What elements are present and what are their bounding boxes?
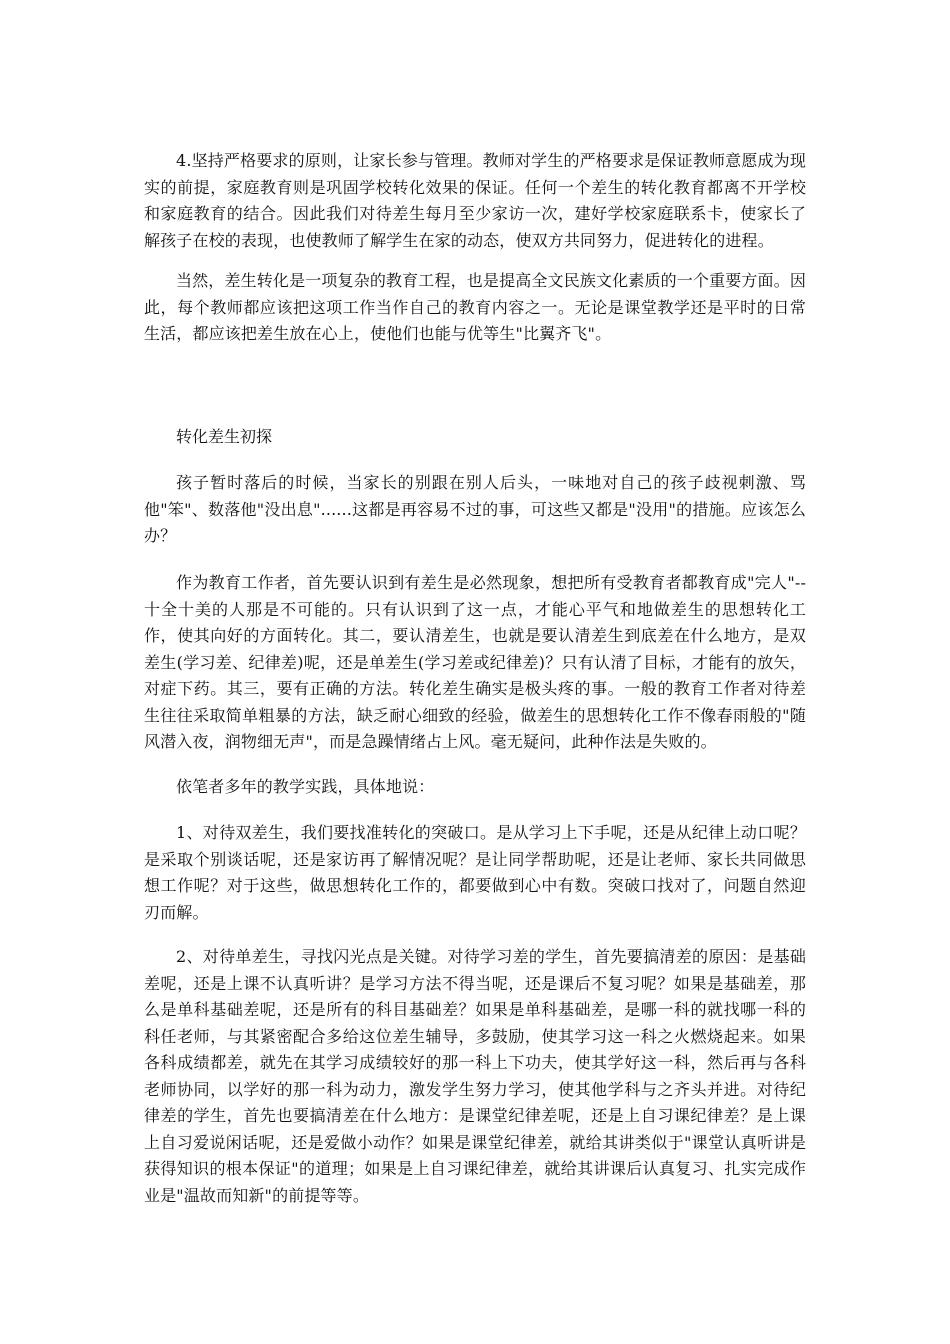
paragraph-single-poor-students: 2、对待单差生，寻找闪光点是关键。对待学习差的学生，首先要搞清差的原因：是基础差呢，还是上课不认真听讲？是学习方法不得当呢，还是课后不复习呢？如果是基础差，那么是单科基础差呢，还是所有的科目基础差？如果是单科基础差，是哪一科的就找哪一科的科任老师，与其紧密配合多给这位差生辅导，多鼓励，使其学习这一科之火燃烧起来。如果各科成绩都差，就先在其学习成绩较好的那一科上下功夫，使其学好这一科，然后再与各科老师协同，以学好的那一科为动力，激发学生努力学习，使其他学科与之齐头并进。对待纪律差的学生，首先也要搞清差在什么地方：是课堂纪律差呢，还是上自习课纪律差？是上课上自习爱说闲话呢，还是爱做小动作？如果是课堂纪律差，就给其讲类似于"课堂认真听讲是获得知识的根本保证"的道理；如果是上自习课纪律差，就给其讲课后认真复习、扎实完成作业是"温故而知新"的前提等等。 xyxy=(144,947,806,1205)
paragraph-educator-view: 作为教育工作者，首先要认识到有差生是必然现象，想把所有受教育者都教育成"完人"--十全十美的人那是不可能的。只有认识到了这一点，才能心平气和地做差生的思想转化工作，使其向好的方面转化。其二，要认清差生，也就是要认清差生到底差在什么地方，是双差生(学习差、纪律差)呢，还是单差生(学习差或纪律差)？只有认清了目标，才能有的放矢，对症下药。其三，要有正确的方法。转化差生确实是极头疼的事。一般的教育工作者对待差生往往采取简单粗暴的方法，缺乏耐心细致的经验，做差生的思想转化工作不像春雨般的"随风潜入夜，润物细无声"，而是急躁情绪占上风。毫无疑问，此种作法是失败的。 xyxy=(144,573,806,751)
paragraph-introduction: 孩子暂时落后的时候，当家长的别跟在别人后头，一味地对自己的孩子歧视刺激、骂他"笨"、数落他"没出息"......这都是再容易不过的事，可这些又都是"没用"的措施。应该怎么办？ xyxy=(144,473,806,545)
paragraph-parent-involvement: 4.坚持严格要求的原则，让家长参与管理。教师对学生的严格要求是保证教师意愿成为现实的前提，家庭教育则是巩固学校转化效果的保证。任何一个差生的转化教育都离不开学校和家庭教育的结合。因此我们对待差生每月至少家访一次，建好学校家庭联系卡，使家长了解孩子在校的表现，也使教师了解学生在家的动态，使双方共同努力，促进转化的进程。 xyxy=(144,151,806,250)
paragraph-double-poor-students: 1、对待双差生，我们要找准转化的突破口。是从学习上下手呢，还是从纪律上动口呢？是采取个别谈话呢，还是家访再了解情况呢？是让同学帮助呢，还是让老师、家长共同做思想工作呢？对于这些，做思想转化工作的，都要做到心中有数。突破口找对了，问题自然迎刃而解。 xyxy=(144,823,806,922)
paragraph-conclusion: 当然，差生转化是一项复杂的教育工程，也是提高全文民族文化素质的一个重要方面。因此，每个教师都应该把这项工作当作自己的教育内容之一。无论是课堂教学还是平时的日常生活，都应该把差生放在心上，使他们也能与优等生"比翼齐飞"。 xyxy=(144,271,806,343)
paragraph-practice-lead: 依笔者多年的教学实践，具体地说： xyxy=(176,777,435,796)
section-title: 转化差生初探 xyxy=(176,427,273,446)
